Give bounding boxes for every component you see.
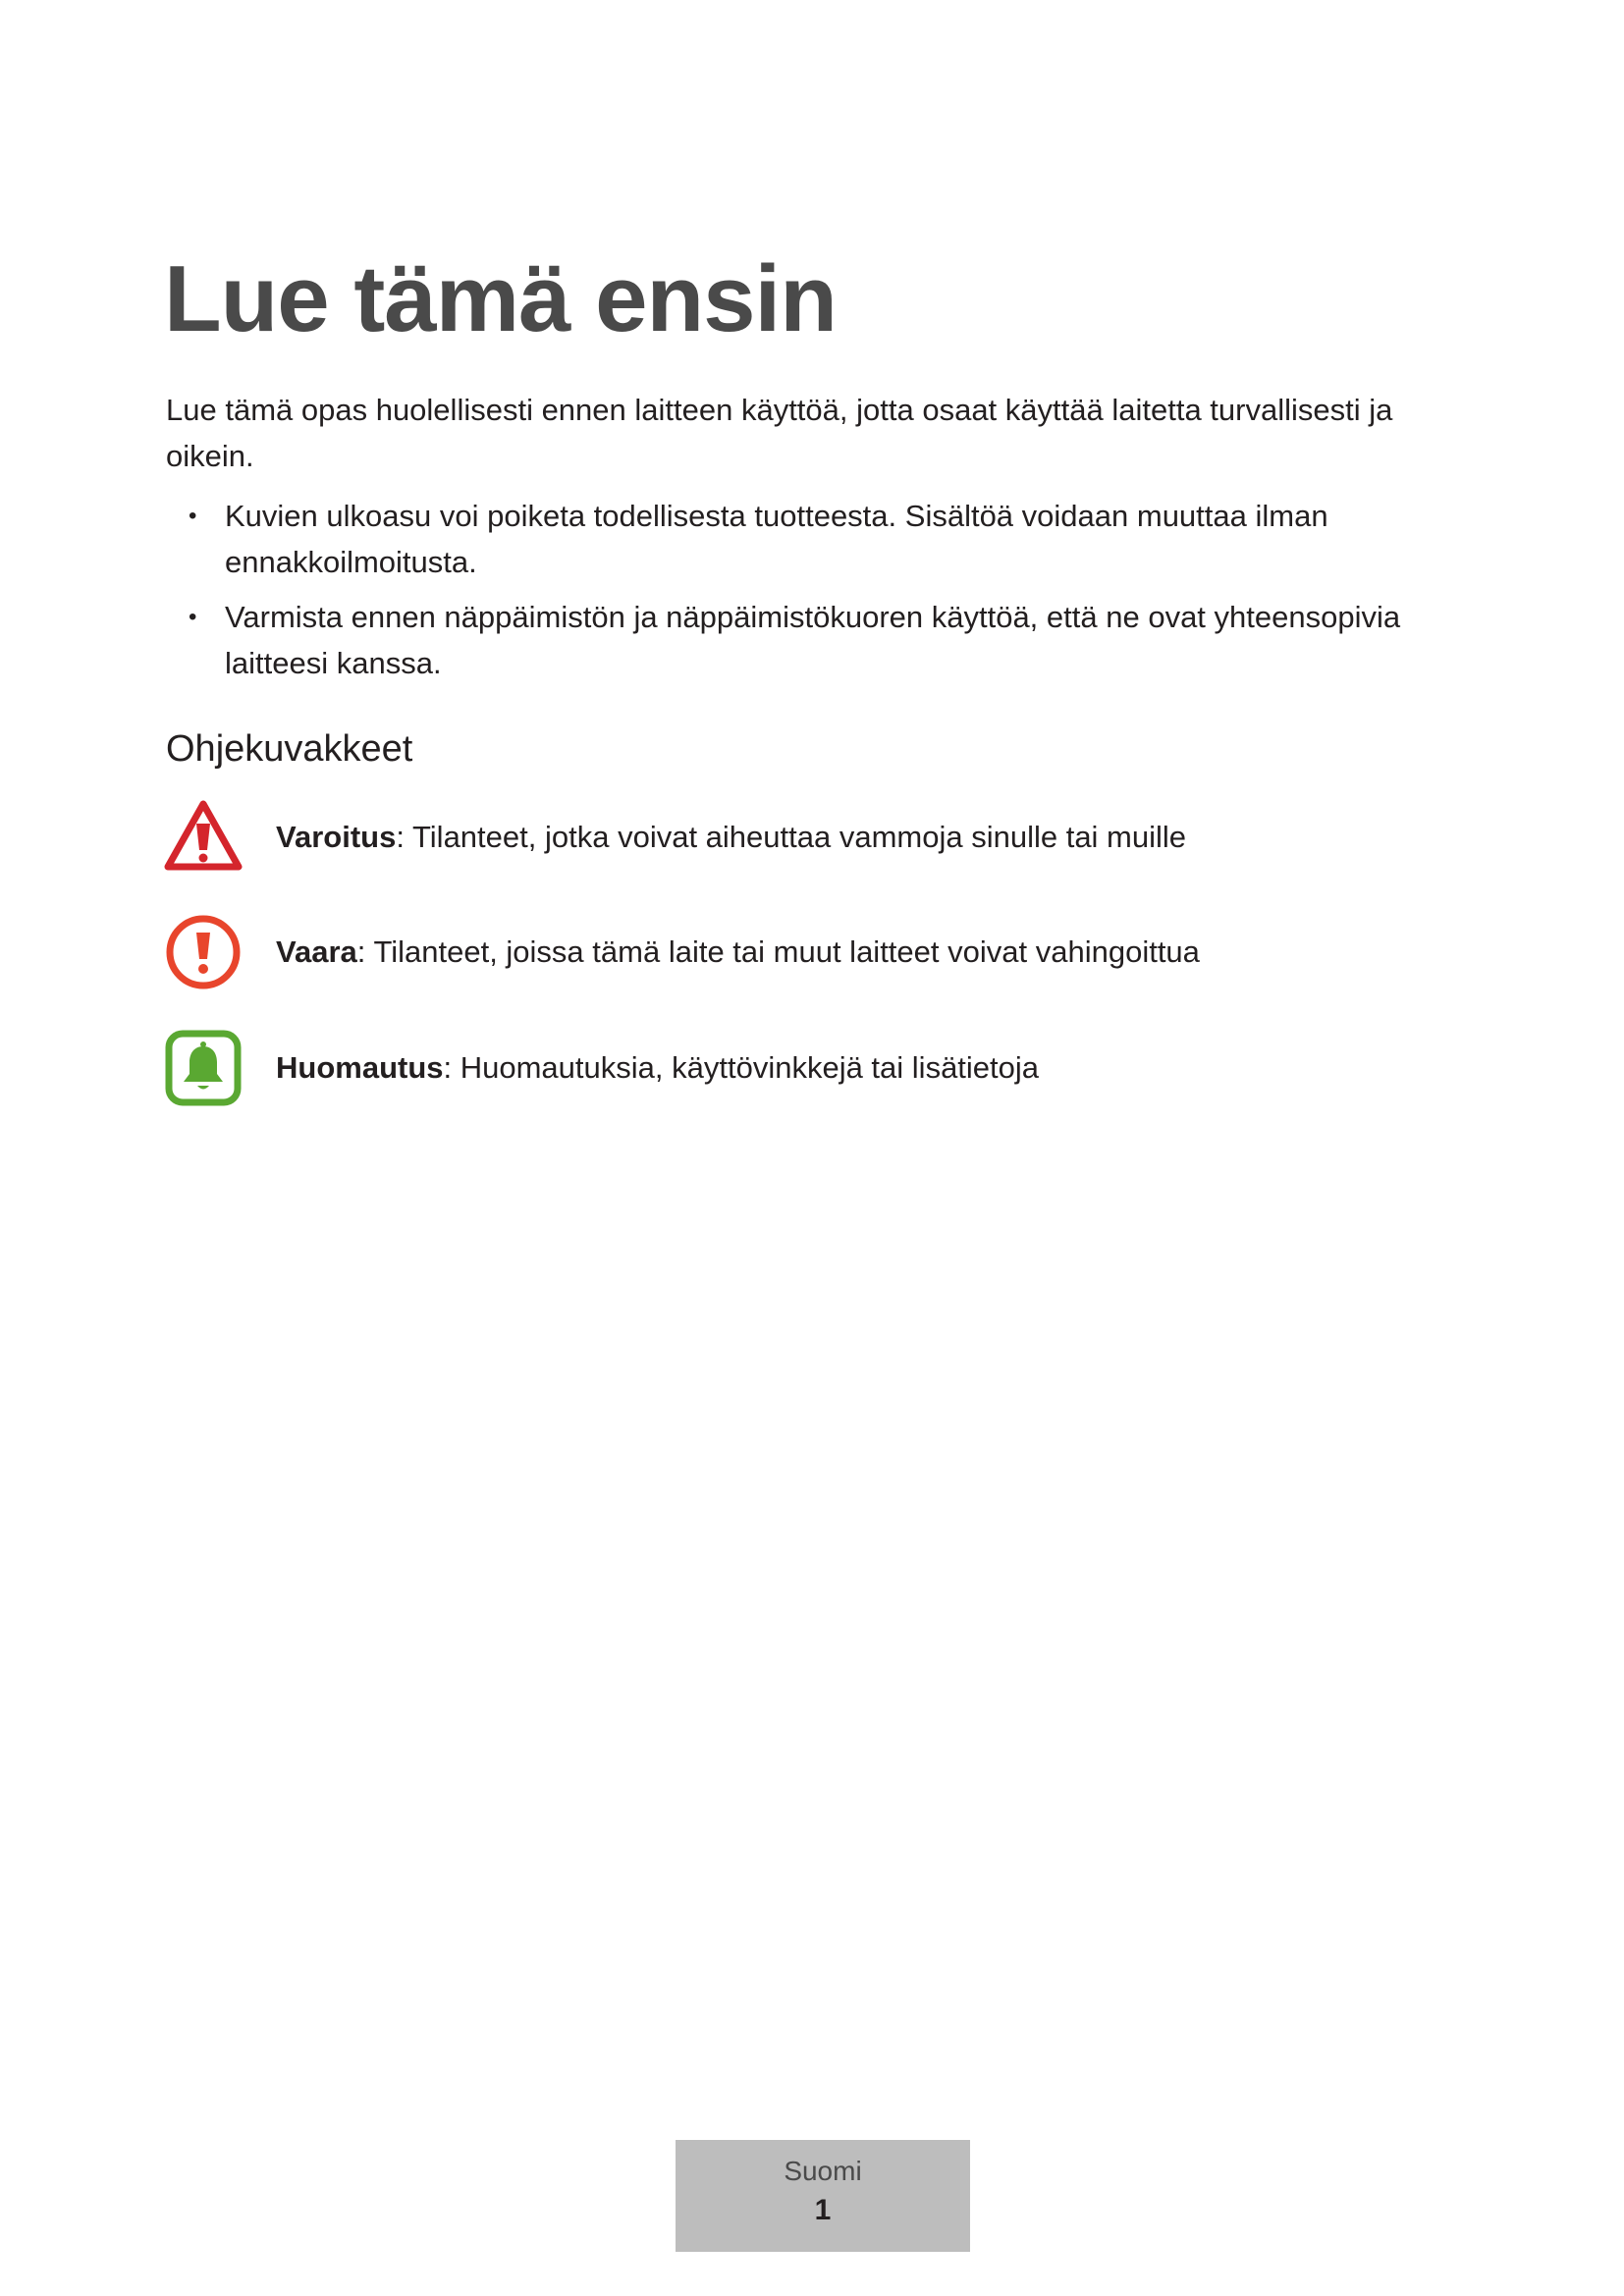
list-item — [166, 594, 1462, 686]
footer-language: Suomi — [784, 2156, 862, 2186]
page-number: 1 — [814, 2194, 832, 2226]
legend-term: Varoitus — [276, 820, 397, 854]
bullet-icon: • — [189, 503, 197, 529]
caution-circle-icon — [164, 913, 243, 991]
legend-separator: : — [356, 934, 366, 969]
legend-description: Huomautuksia, käyttövinkkejä tai lisätietoja — [452, 1050, 1040, 1085]
icon-legend-text — [276, 1044, 1039, 1091]
icon-legend-text — [276, 814, 1186, 860]
legend-description: Tilanteet, joissa tämä laite tai muut laitteet voivat vahingoittua — [365, 934, 1200, 969]
notice-list — [166, 493, 1462, 695]
legend-separator: : — [443, 1050, 453, 1085]
list-item-text: Kuvien ulkoasu voi poiketa todellisesta tuotteesta. Sisältöä voidaan muuttaa ilman ennakkoilmoitusta. — [225, 499, 1328, 579]
icon-legend-text — [276, 929, 1200, 975]
legend-separator: : — [396, 820, 405, 854]
legend-term: Huomautus — [276, 1050, 444, 1085]
icon-legend-caution — [164, 913, 1460, 991]
icon-legend-warning — [164, 798, 1460, 877]
intro-paragraph: Lue tämä opas huolellisesti ennen laitteen käyttöä, jotta osaat käyttää laitetta turvallisesti ja oikein. — [166, 393, 1393, 473]
warning-triangle-icon — [164, 798, 243, 877]
legend-term: Vaara — [276, 934, 357, 969]
note-bell-icon — [164, 1029, 243, 1107]
list-item — [166, 493, 1462, 585]
icon-legend-note — [164, 1029, 1460, 1107]
bullet-icon: • — [189, 604, 197, 630]
list-item-text: Varmista ennen näppäimistön ja näppäimistökuoren käyttöä, että ne ovat yhteensopivia laitteesi kanssa. — [225, 600, 1401, 680]
page-footer — [676, 2140, 970, 2252]
page-title: Lue tämä ensin — [164, 246, 837, 351]
legend-description: Tilanteet, jotka voivat aiheuttaa vammoja sinulle tai muille — [404, 820, 1187, 854]
section-heading: Ohjekuvakkeet — [166, 728, 413, 770]
